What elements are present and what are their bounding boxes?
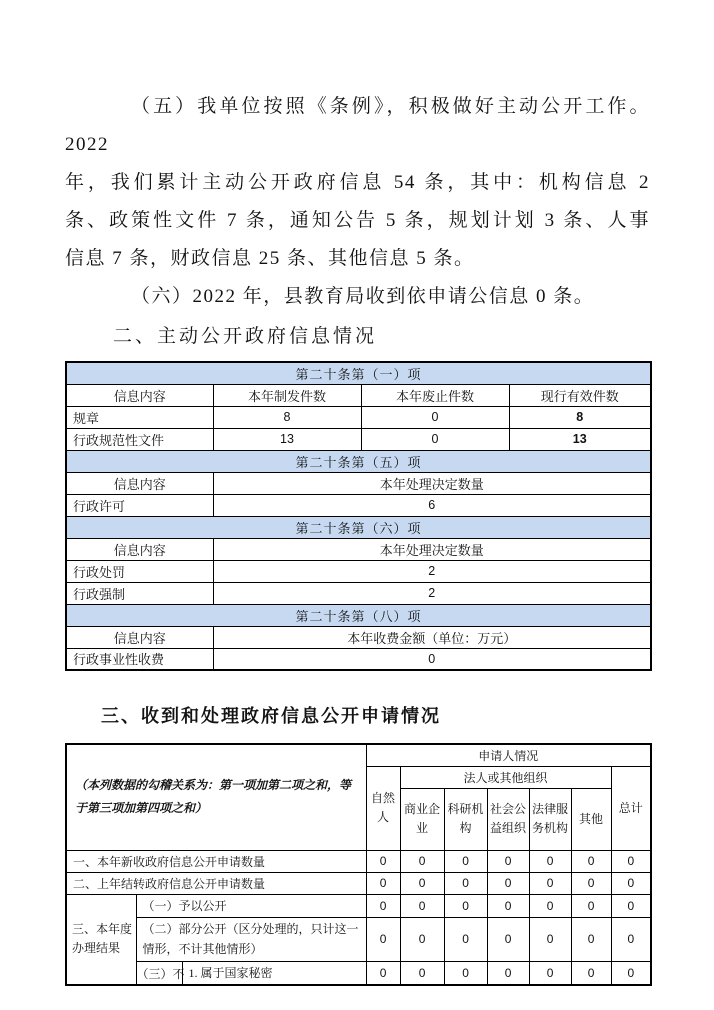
value-cell: 8	[213, 406, 361, 428]
row-label: 行政处罚	[66, 560, 213, 582]
paragraph-5-line: 年，我们累计主动公开政府信息 54 条，其中：机构信息 2	[65, 172, 650, 193]
col-header: 本年处理决定数量	[213, 472, 651, 494]
col-header: 本年制发件数	[213, 384, 361, 406]
value-cell: 0	[361, 406, 509, 428]
value-cell: 8	[509, 406, 651, 428]
value-cell: 0	[444, 850, 487, 872]
value-cell: 0	[571, 961, 611, 985]
row-label: 一、本年新收政府信息公开申请数量	[66, 850, 366, 872]
value-cell: 2	[213, 582, 651, 604]
value-cell: 0	[366, 961, 400, 985]
value-cell: 0	[400, 850, 444, 872]
value-cell: 0	[366, 872, 400, 894]
value-cell: 0	[529, 961, 571, 985]
band-article-20-5: 第二十条第（五）项	[66, 450, 651, 472]
col-header: 本年废止件数	[361, 384, 509, 406]
value-cell: 0	[611, 894, 651, 917]
table-row	[66, 428, 651, 450]
column-header-row	[66, 472, 651, 494]
col-legal-service: 法律服务机构	[529, 788, 571, 850]
value-cell: 0	[571, 850, 611, 872]
value-cell: 0	[529, 872, 571, 894]
row-label: （一）予以公开	[136, 894, 366, 917]
table-row-granted	[66, 894, 651, 917]
table-row	[66, 582, 651, 604]
paragraph-6-line: （六）2022 年，县教育局收到依申请公信息 0 条。	[131, 286, 595, 307]
applicant-header: 申请人情况	[366, 744, 651, 766]
value-cell: 0	[400, 917, 444, 961]
col-header: 信息内容	[66, 538, 213, 560]
value-cell: 0	[487, 961, 529, 985]
header-row-1	[66, 744, 651, 766]
band-row	[66, 516, 651, 538]
band-row	[66, 450, 651, 472]
value-cell: 0	[400, 961, 444, 985]
column-header-row	[66, 538, 651, 560]
col-public-welfare: 社会公益组织	[487, 788, 529, 850]
value-cell: 2	[213, 560, 651, 582]
table-row	[66, 560, 651, 582]
row-label: 行政许可	[66, 494, 213, 516]
reconciliation-note: （本列数据的勾稽关系为：第一项加第二项之和，等于第三项加第四项之和）	[66, 744, 366, 850]
value-cell: 0	[571, 917, 611, 961]
table-row-new-applications	[66, 850, 651, 872]
table-row-partially-granted	[66, 917, 651, 961]
row-label: 规章	[66, 406, 213, 428]
row-label: 二、上年结转政府信息公开申请数量	[66, 872, 366, 894]
row-label: 行政事业性收费	[66, 648, 213, 670]
value-cell: 0	[213, 648, 651, 670]
column-header-row	[66, 626, 651, 648]
value-cell: 0	[366, 917, 400, 961]
paragraph-6	[65, 278, 650, 316]
value-cell: 0	[444, 894, 487, 917]
value-cell: 0	[571, 894, 611, 917]
band-article-20-1: 第二十条第（一）项	[66, 362, 651, 384]
value-cell: 0	[400, 872, 444, 894]
proactive-disclosure-table	[65, 361, 652, 671]
value-cell: 0	[529, 917, 571, 961]
value-cell: 0	[366, 850, 400, 872]
value-cell: 0	[444, 872, 487, 894]
table-row	[66, 494, 651, 516]
row-label: 1. 属于国家秘密	[182, 961, 366, 985]
application-handling-table	[65, 743, 652, 986]
band-article-20-6: 第二十条第（六）项	[66, 516, 651, 538]
group-label-results: 三、本年度办理结果	[66, 894, 136, 985]
value-cell: 0	[487, 872, 529, 894]
paragraph-5	[65, 88, 650, 278]
value-cell: 0	[611, 850, 651, 872]
value-cell: 0	[571, 872, 611, 894]
value-cell: 0	[611, 872, 651, 894]
col-other: 其他	[571, 788, 611, 850]
section-heading-2: 二、主动公开政府信息情况	[113, 326, 378, 347]
value-cell: 0	[400, 894, 444, 917]
value-cell: 0	[611, 917, 651, 961]
column-header-row	[66, 384, 651, 406]
value-cell: 13	[213, 428, 361, 450]
value-cell: 13	[509, 428, 651, 450]
col-legal-org-group: 法人或其他组织	[400, 766, 611, 788]
value-cell: 0	[611, 961, 651, 985]
col-header: 现行有效件数	[509, 384, 651, 406]
col-header: 信息内容	[66, 472, 213, 494]
row-sublabel: （三）不	[136, 961, 182, 985]
paragraph-5-line: （五）我单位按照《条例》，积极做好主动公开工作。2022	[65, 96, 650, 155]
table-row	[66, 648, 651, 670]
col-header: 本年处理决定数量	[213, 538, 651, 560]
col-commercial: 商业企业	[400, 788, 444, 850]
col-header: 信息内容	[66, 384, 213, 406]
value-cell: 0	[529, 850, 571, 872]
paragraph-5-line: 条、政策性文件 7 条，通知公告 5 条，规划计划 3 条、人事	[65, 210, 650, 231]
value-cell: 0	[444, 961, 487, 985]
band-row	[66, 604, 651, 626]
value-cell: 0	[366, 894, 400, 917]
row-label: 行政规范性文件	[66, 428, 213, 450]
paragraph-5-line: 信息 7 条，财政信息 25 条、其他信息 5 条。	[65, 248, 475, 269]
value-cell: 0	[529, 894, 571, 917]
table-row-not-disclosed-state-secret	[66, 961, 651, 985]
col-natural-person: 自然人	[366, 766, 400, 850]
value-cell: 0	[361, 428, 509, 450]
value-cell: 0	[487, 894, 529, 917]
row-label: （二）部分公开（区分处理的，只计这一情形，不计其他情形）	[136, 917, 366, 961]
value-cell: 0	[487, 850, 529, 872]
value-cell: 6	[213, 494, 651, 516]
section-heading-3: 三、收到和处理政府信息公开申请情况	[101, 706, 441, 726]
col-total: 总计	[611, 766, 651, 850]
table-row	[66, 406, 651, 428]
table-row-carried-over	[66, 872, 651, 894]
value-cell: 0	[444, 917, 487, 961]
col-research: 科研机构	[444, 788, 487, 850]
band-article-20-8: 第二十条第（八）项	[66, 604, 651, 626]
band-row	[66, 362, 651, 384]
col-header: 信息内容	[66, 626, 213, 648]
col-header: 本年收费金额（单位：万元）	[213, 626, 651, 648]
value-cell: 0	[487, 917, 529, 961]
row-label: 行政强制	[66, 582, 213, 604]
